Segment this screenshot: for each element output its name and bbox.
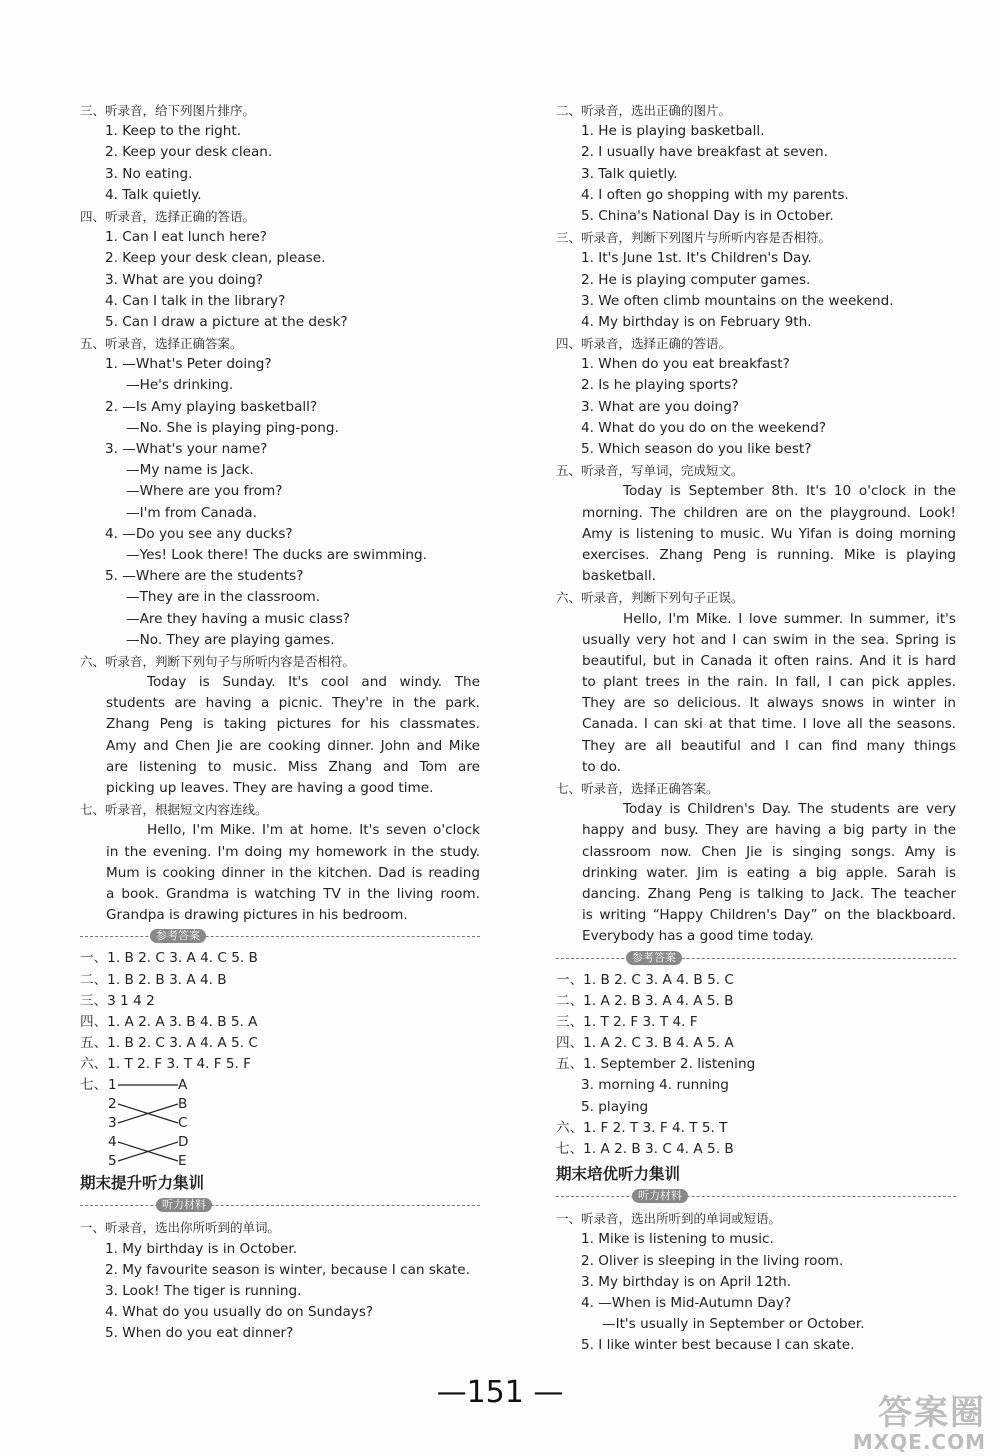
passage-line: They are all beautiful and I can find many things xyxy=(582,737,956,754)
match-letter: D xyxy=(178,1134,189,1151)
passage-line: They are so delicious. It always snows in winter in xyxy=(582,695,956,712)
list-item: 4. Talk quietly. xyxy=(105,186,202,203)
section-title: 六、听录音，判断下列句子与所听内容是否相符。 xyxy=(80,653,356,669)
list-item: —My name is Jack. xyxy=(126,462,254,479)
section-title: 四、听录音，选择正确的答语。 xyxy=(556,336,732,352)
passage-line: is writing “Happy Children's Day” on the blackboard. xyxy=(582,907,956,924)
list-item: 2. Oliver is sleeping in the living room. xyxy=(581,1252,844,1269)
answer-line: 五、1. September 2. listening xyxy=(556,1056,756,1073)
passage-line: Hello, I'm Mike. I'm at home. It's seven o'clock xyxy=(147,822,480,839)
dashed-rule xyxy=(556,1196,956,1197)
left-column xyxy=(80,100,480,1345)
list-item: 5. I like winter best because I can skate. xyxy=(581,1337,855,1354)
passage-line: classroom now. Chen Jie is singing songs. Amy is xyxy=(582,843,956,860)
section-title: 四、听录音，选择正确的答语。 xyxy=(80,208,256,224)
list-item: 2. He is playing computer games. xyxy=(581,271,811,288)
list-item: 4. Can I talk in the library? xyxy=(105,292,286,309)
watermark-title: 答案圈 xyxy=(878,1393,986,1433)
list-item: 3. —What's your name? xyxy=(105,441,268,457)
passage-line: Canada. I can ski at that time. I love all the seasons. xyxy=(582,716,956,733)
material-tag: 听力材料 xyxy=(632,1189,688,1203)
list-item: 1. It's June 1st. It's Children's Day. xyxy=(581,250,812,267)
answer-line: 3. morning 4. running xyxy=(581,1077,729,1094)
dashed-rule xyxy=(80,936,480,937)
match-num: 4 xyxy=(108,1134,117,1151)
passage-line: Everybody has a good time today. xyxy=(582,928,814,945)
match-prefix: 七、 xyxy=(80,1077,108,1094)
answer-divider xyxy=(556,948,956,970)
list-item: 4. What do you do on the weekend? xyxy=(581,419,827,436)
match-letter: C xyxy=(178,1115,188,1132)
section-heading: 期末培优听力集训 xyxy=(556,1165,681,1184)
list-item: 2. I usually have breakfast at seven. xyxy=(581,144,828,161)
match-num: 5 xyxy=(108,1153,117,1170)
watermark-url: MXQE.COM xyxy=(852,1430,986,1454)
passage-line: basketball. xyxy=(582,568,656,585)
list-item: —It's usually in September or October. xyxy=(602,1316,865,1333)
passage-line: to plant trees in the rain. In fall, I can pick apples. xyxy=(582,674,956,691)
list-item: —He's drinking. xyxy=(126,377,234,394)
list-item: 2. My favourite season is winter, because I can skate. xyxy=(105,1261,470,1278)
list-item: 1. Keep to the right. xyxy=(105,123,242,140)
answer-line: 5. playing xyxy=(581,1098,649,1115)
passage-line: Zhang Peng is taking pictures for his classmates. xyxy=(106,716,480,733)
passage-line: a book. Grandma is watching TV in the living room. xyxy=(106,885,480,902)
answer-line: 四、1. A 2. A 3. B 4. B 5. A xyxy=(80,1013,258,1030)
match-letter: E xyxy=(178,1153,187,1170)
answer-line: 二、1. A 2. B 3. A 4. A 5. B xyxy=(556,992,734,1009)
section-title: 五、听录音，选择正确答案。 xyxy=(80,336,243,352)
match-lines xyxy=(100,1077,220,1169)
list-item: 2. Keep your desk clean, please. xyxy=(105,250,326,267)
dashed-rule xyxy=(80,1205,480,1206)
list-item: 1. Can I eat lunch here? xyxy=(105,229,267,246)
section-title: 三、听录音，给下列图片排序。 xyxy=(80,103,256,118)
passage-line: drinking water. Jim is eating a big apple. Sarah is xyxy=(582,864,956,881)
list-item: 3. No eating. xyxy=(105,165,193,182)
list-item: 2. Is he playing sports? xyxy=(581,377,739,394)
section-title: 七、听录音，选择正确答案。 xyxy=(556,781,719,796)
section-title: 七、听录音，根据短文内容连线。 xyxy=(80,802,268,818)
list-item: 3. What are you doing? xyxy=(581,398,740,415)
list-item: 4. My birthday is on February 9th. xyxy=(581,313,812,330)
list-item: 4. What do you usually do on Sundays? xyxy=(105,1304,374,1321)
answer-line: 一、1. B 2. C 3. A 4. C 5. B xyxy=(80,950,258,967)
list-item: 4. I often go shopping with my parents. xyxy=(581,186,849,203)
page-number: —151 — xyxy=(436,1375,564,1410)
list-item: —Are they having a music class? xyxy=(126,610,350,627)
passage-line: Amy is listening to music. Wu Yifan is doing morning xyxy=(582,525,956,542)
list-item: —No. They are playing games. xyxy=(126,631,335,648)
list-item: 4. —Do you see any ducks? xyxy=(105,525,293,542)
list-item: 3. Look! The tiger is running. xyxy=(105,1283,302,1299)
passage-line: exercises. Zhang Peng is running. Mike is playing xyxy=(582,546,956,563)
answer-line: 六、1. T 2. F 3. T 4. F 5. F xyxy=(80,1056,251,1073)
list-item: 1. Mike is listening to music. xyxy=(581,1231,774,1248)
match-num: 1 xyxy=(108,1077,117,1094)
list-item: —Where are you from? xyxy=(126,483,283,500)
answer-line: 三、1. T 2. F 3. T 4. F xyxy=(556,1013,698,1030)
match-num: 3 xyxy=(108,1115,117,1132)
section-title: 一、听录音，选出你所听到的单词。 xyxy=(80,1220,281,1236)
passage-line: in the evening. I'm doing my homework in the study. xyxy=(106,843,480,860)
passage-line: picking up leaves. They are having a good time. xyxy=(106,780,434,796)
matching-answer xyxy=(80,1077,480,1169)
material-divider xyxy=(80,1195,480,1217)
answer-divider xyxy=(80,926,480,948)
list-item: —I'm from Canada. xyxy=(126,504,257,521)
right-column xyxy=(556,100,956,1357)
material-divider xyxy=(556,1186,956,1208)
section-title: 一、听录音，选出所听到的单词或短语。 xyxy=(556,1211,782,1227)
passage-line: Mum is cooking dinner in the kitchen. Dad is reading xyxy=(106,864,480,881)
list-item: 5. When do you eat dinner? xyxy=(105,1325,294,1342)
list-item: 5. China's National Day is in October. xyxy=(581,207,834,224)
list-item: 1. —What's Peter doing? xyxy=(105,356,272,373)
answer-tag: 参考答案 xyxy=(626,951,682,965)
passage-line: Today is September 8th. It's 10 o'clock in the xyxy=(623,483,956,500)
section-title: 三、听录音，判断下列图片与所听内容是否相符。 xyxy=(556,230,832,246)
list-item: 3. My birthday is on April 12th. xyxy=(581,1273,792,1290)
match-letter: B xyxy=(178,1096,188,1113)
list-item: 4. —When is Mid-Autumn Day? xyxy=(581,1294,792,1311)
list-item: 1. He is playing basketball. xyxy=(581,123,765,140)
passage-line: students are having a picnic. They're in the park. xyxy=(106,695,480,712)
answer-line: 一、1. B 2. C 3. A 4. B 5. C xyxy=(556,971,734,988)
list-item: —No. She is playing ping-pong. xyxy=(126,419,339,436)
list-item: 3. We often climb mountains on the weekend. xyxy=(581,292,894,309)
answer-line: 四、1. A 2. C 3. B 4. A 5. A xyxy=(556,1035,734,1052)
passage-line: Today is Children's Day. The students are very xyxy=(623,801,956,818)
answer-tag: 参考答案 xyxy=(150,929,206,943)
answer-line: 七、1. A 2. B 3. C 4. A 5. B xyxy=(556,1141,734,1157)
material-tag: 听力材料 xyxy=(156,1198,212,1212)
passage-line: usually very hot and I can swim in the sea. Spring is xyxy=(582,631,956,648)
passage-line: are listening to music. Miss Zhang and Tom are xyxy=(106,758,480,775)
match-num: 2 xyxy=(108,1096,117,1113)
list-item: 3. What are you doing? xyxy=(105,271,264,288)
answer-line: 六、1. F 2. T 3. F 4. T 5. T xyxy=(556,1119,728,1136)
match-letter: A xyxy=(178,1077,188,1094)
section-heading: 期末提升听力集训 xyxy=(80,1174,205,1193)
list-item: 2. Keep your desk clean. xyxy=(105,144,273,161)
passage-line: happy and busy. They are having a big party in the xyxy=(582,822,956,839)
passage-line: Today is Sunday. It's cool and windy. The xyxy=(147,674,480,691)
list-item: —They are in the classroom. xyxy=(126,589,321,606)
passage-line: dancing. Zhang Peng is talking to Jack. The teacher xyxy=(582,885,956,902)
dashed-rule xyxy=(556,958,956,959)
section-title: 六、听录音，判断下列句子正误。 xyxy=(556,590,744,606)
list-item: 3. Talk quietly. xyxy=(581,165,678,182)
answer-line: 五、1. B 2. C 3. A 4. A 5. C xyxy=(80,1035,258,1052)
section-title: 二、听录音，选出正确的图片。 xyxy=(556,103,732,118)
answer-line: 二、1. B 2. B 3. A 4. B xyxy=(80,971,227,988)
passage-line: Grandpa is drawing pictures in his bedroom. xyxy=(106,907,408,924)
list-item: 2. —Is Amy playing basketball? xyxy=(105,398,318,415)
list-item: 1. My birthday is in October. xyxy=(105,1240,298,1257)
passage-line: morning. The children are on the playground. Look! xyxy=(582,504,956,521)
list-item: —Yes! Look there! The ducks are swimming. xyxy=(126,546,427,563)
watermark xyxy=(853,1395,986,1453)
list-item: 5. —Where are the students? xyxy=(105,568,304,585)
passage-line: to do. xyxy=(582,758,621,775)
answer-line: 三、3 1 4 2 xyxy=(80,992,155,1009)
list-item: 5. Can I draw a picture at the desk? xyxy=(105,313,348,330)
section-title: 五、听录音，写单词，完成短文。 xyxy=(556,463,744,479)
list-item: 1. When do you eat breakfast? xyxy=(581,356,790,373)
passage-line: Hello, I'm Mike. I love summer. In summer, it's xyxy=(623,610,956,627)
passage-line: beautiful, but in Canada it often rains. And it is hard xyxy=(582,652,956,669)
passage-line: Amy and Chen Jie are cooking dinner. John and Mike xyxy=(106,737,480,754)
list-item: 5. Which season do you like best? xyxy=(581,441,812,457)
